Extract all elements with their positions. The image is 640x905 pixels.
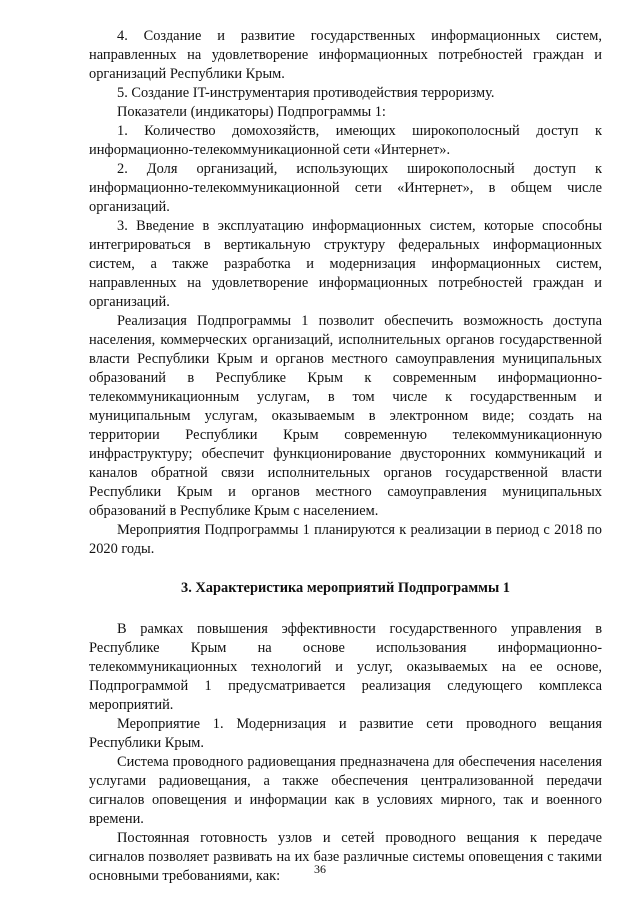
document-body: [89, 27, 602, 886]
paragraph: Постоянная готовность узлов и сетей проводного вещания к передаче сигналов позволяет развивать на их базе различные системы оповещения с такими основными требованиями, как:: [89, 830, 602, 884]
paragraph: Мероприятие 1. Модернизация и развитие сети проводного вещания Республики Крым.: [89, 716, 602, 751]
paragraph: 2. Доля организаций, использующих широкополосный доступ к информационно-телекоммуникационной сети «Интернет», в общем числе организаций.: [89, 161, 602, 215]
paragraph: Показатели (индикаторы) Подпрограммы 1:: [117, 104, 386, 120]
paragraph: 1. Количество домохозяйств, имеющих широкополосный доступ к информационно-телекоммуникационной сети «Интернет».: [89, 123, 602, 158]
section-heading: 3. Характеристика мероприятий Подпрограммы 1: [181, 580, 510, 596]
page-number: 36: [314, 862, 326, 876]
paragraph: 4. Создание и развитие государственных информационных систем, направленных на удовлетворение информационных потребностей граждан и организаций Республики Крым.: [89, 28, 602, 82]
paragraph: 5. Создание IT-инструментария противодействия терроризму.: [117, 85, 495, 101]
paragraph: 3. Введение в эксплуатацию информационных систем, которые способны интегрироваться в вертикальную структуру федеральных информационных систем, а также разработка и модернизация информационных систем, направленных на удовлетворение информационных потребностей граждан и организаций.: [89, 218, 602, 310]
paragraph: Реализация Подпрограммы 1 позволит обеспечить возможность доступа населения, коммерческих организаций, исполнительных органов государственной власти Республики Крым и органов местного самоуправления муниципальных образований в Республике Крым к современным информационно-телекоммуникационным услугам, в том числе к государственным и муниципальным услугам, оказываемым в электронном виде; создать на территории Республики Крым современную телекоммуникационную инфраструктуру; обеспечит функционирование двусторонних коммуникаций и каналов обратной связи исполнительных органов государственной власти Республики Крым и органов местного самоуправления муниципальных образований в Республике Крым с населением.: [89, 313, 602, 519]
paragraph: Мероприятия Подпрограммы 1 планируются к реализации в период с 2018 по 2020 годы.: [89, 522, 602, 557]
paragraph: Система проводного радиовещания предназначена для обеспечения населения услугами радиовещания, а также обеспечения централизованной передачи сигналов оповещения и информации как в условиях мирного, так и военного времени.: [89, 754, 602, 827]
paragraph: В рамках повышения эффективности государственного управления в Республике Крым на основе использования информационно-телекоммуникационных технологий и услуг, оказываемых на ее основе, Подпрограммой 1 предусматривается реализация следующего комплекса мероприятий.: [89, 621, 602, 713]
